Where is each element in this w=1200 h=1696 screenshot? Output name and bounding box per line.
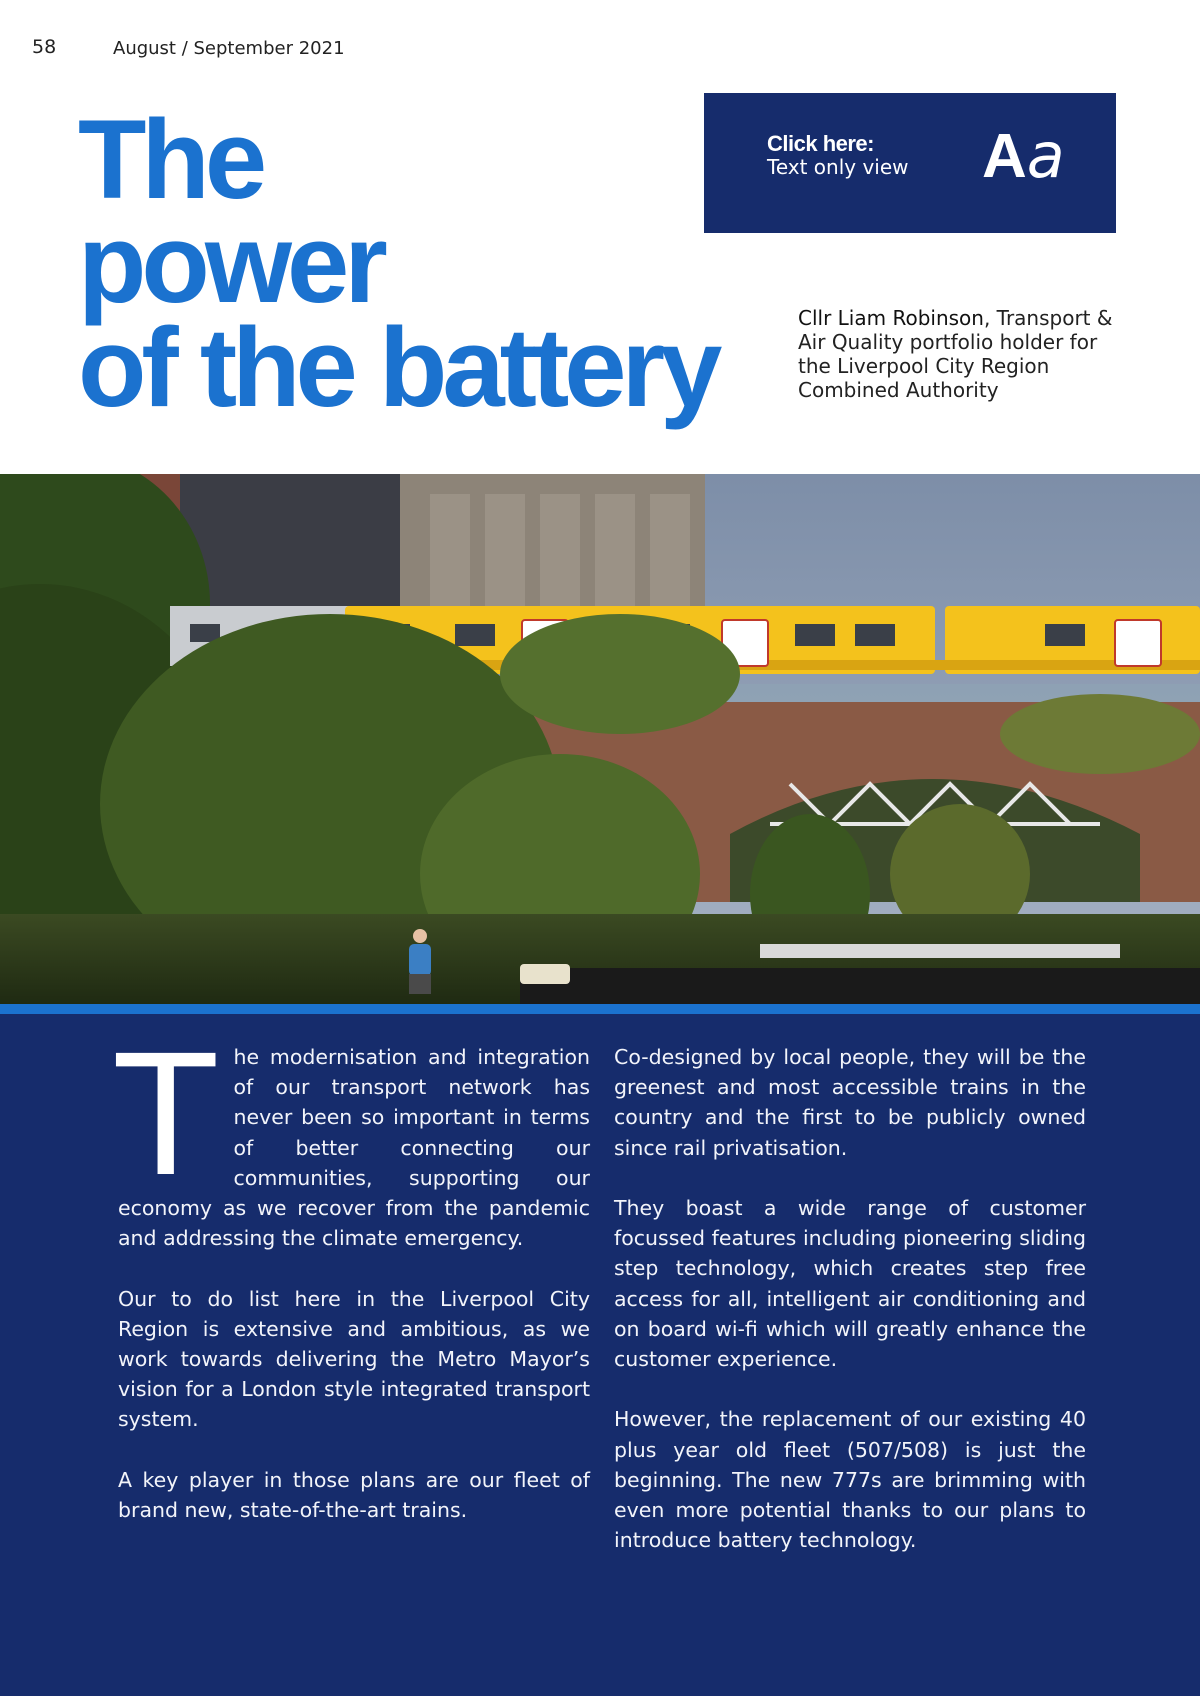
button-title: Click here: <box>767 131 874 156</box>
author-byline <box>798 306 1128 402</box>
train-viaduct-photo <box>0 474 1200 1004</box>
article-body <box>0 1014 1200 1696</box>
paragraph: They boast a wide range of customer focussed features including pioneering sliding step technology, which creates step free access for all, intelligent air conditioning and on board wi-fi which will greatly enhance the customer experience. <box>614 1196 1086 1372</box>
text-only-view-button[interactable] <box>704 93 1116 233</box>
text-size-glyph-lower: a <box>1026 119 1065 192</box>
headline-line-3: of the battery <box>78 305 718 430</box>
train-viaduct-illustration <box>0 474 1200 1004</box>
author-name: Cllr Liam Robinson <box>798 306 984 330</box>
article-headline <box>78 97 758 430</box>
paragraph-text: he modernisation and integration of our transport network has never been so important in terms of better connecting our communities, supporting our economy as we recover from the pandemic and addressing the climate emergency. <box>118 1045 590 1251</box>
article-column-right <box>614 1042 1086 1586</box>
paragraph <box>112 1016 590 1253</box>
paragraph: However, the replacement of our existing 40 plus year old fleet (507/508) is just the beginning. The new 777s are brimming with even more potential thanks to our plans to introduce battery technology. <box>614 1407 1086 1553</box>
accent-divider <box>0 1004 1200 1014</box>
paragraph: Co-designed by local people, they will be the greenest and most accessible trains in the country and the first to be publicly owned since rail privatisation. <box>614 1045 1086 1160</box>
paragraph: Our to do list here in the Liverpool City Region is extensive and ambitious, as we work towards delivering the Metro Mayor’s vision for a London style integrated transport system. <box>118 1286 590 1432</box>
headline-line-1: The <box>78 97 263 222</box>
author-role: , Transport & Air Quality portfolio holder for the Liverpool City Region Combined Authority <box>798 306 1113 402</box>
issue-date: August / September 2021 <box>113 38 345 59</box>
paragraph: A key player in those plans are our fleet of brand new, state-of-the-art trains. <box>118 1467 590 1523</box>
text-size-icon <box>982 121 1065 192</box>
text-size-glyph-upper: A <box>982 122 1027 191</box>
page-number: 58 <box>32 36 57 58</box>
button-subtitle: Text only view <box>767 155 909 179</box>
headline-line-2: power <box>78 201 383 326</box>
article-column-left <box>112 1016 590 1555</box>
drop-cap: T <box>112 1016 220 1212</box>
